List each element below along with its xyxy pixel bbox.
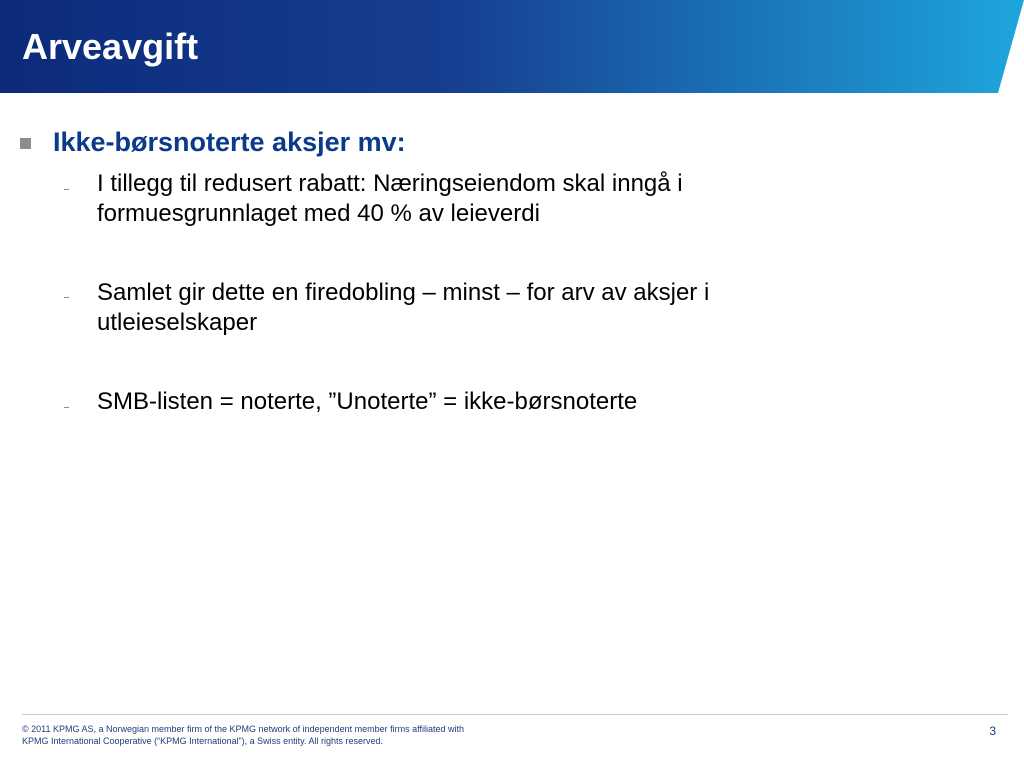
bullet-line: utleieselskaper xyxy=(97,309,258,336)
bullet-line: SMB-listen = noterte, ”Unoterte” = ikke-børsnoterte xyxy=(97,388,638,415)
dash-bullet-icon xyxy=(64,189,69,190)
slide-title: Arveavgift xyxy=(22,26,199,67)
footer-divider xyxy=(22,714,1008,715)
bullet-item xyxy=(97,387,957,417)
footer-copyright xyxy=(22,723,464,747)
bullet-item xyxy=(97,169,957,229)
dash-bullet-icon xyxy=(64,297,69,298)
copyright-line: KPMG International Cooperative (“KPMG International”), a Swiss entity. All rights reserved. xyxy=(22,736,383,746)
copyright-line: © 2011 KPMG AS, a Norwegian member firm of the KPMG network of independent member firms affiliated with xyxy=(22,724,464,734)
bullet-line: formuesgrunnlaget med 40 % av leieverdi xyxy=(97,200,540,227)
bullet-item xyxy=(97,278,957,338)
bullet-line: Samlet gir dette en firedobling – minst – for arv av aksjer i xyxy=(97,279,710,306)
dash-bullet-icon xyxy=(64,407,69,408)
page-number: 3 xyxy=(989,724,996,738)
heading-bullet: Ikke-børsnoterte aksjer mv: xyxy=(53,127,406,157)
bullet-line: I tillegg til redusert rabatt: Næringseiendom skal inngå i xyxy=(97,170,683,197)
square-bullet-icon xyxy=(20,138,31,149)
